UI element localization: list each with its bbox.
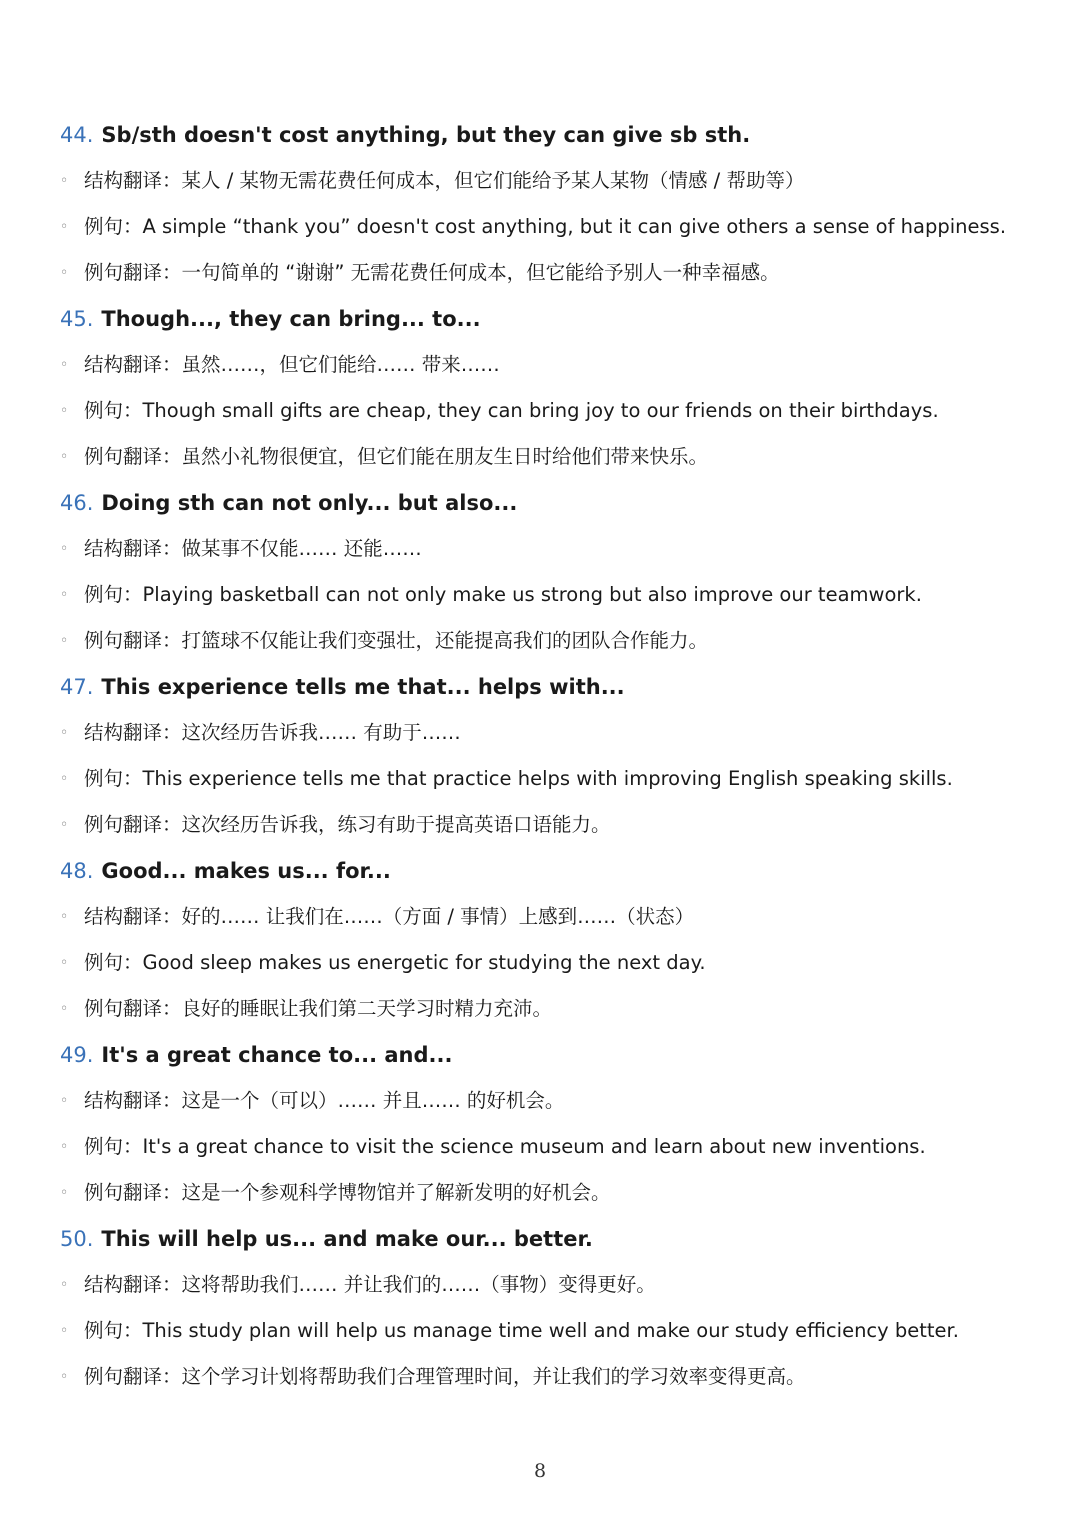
bullet-icon: ◦	[60, 219, 69, 235]
bullet-icon: ◦	[60, 1001, 69, 1017]
bullet-icon: ◦	[60, 357, 69, 373]
line-label: 例句翻译：	[84, 997, 182, 1020]
pattern-heading	[0, 664, 1080, 710]
pattern-title: Doing sth can not only... but also...	[101, 491, 518, 515]
structure-translation-line	[0, 1078, 1080, 1124]
example-translation-line	[0, 618, 1080, 664]
line-label: 结构翻译：	[84, 905, 182, 928]
line-text: 好的…… 让我们在……（方面 / 事情）上感到……（状态）	[181, 905, 695, 928]
line-text: 这将帮助我们…… 并让我们的……（事物）变得更好。	[181, 1273, 656, 1296]
pattern-number: 50.	[60, 1227, 94, 1251]
line-label: 结构翻译：	[84, 1273, 182, 1296]
line-text: 良好的睡眠让我们第二天学习时精力充沛。	[181, 997, 553, 1020]
example-sentence-line	[0, 572, 1080, 618]
pattern-entry	[0, 1032, 1080, 1216]
structure-translation-line	[0, 710, 1080, 756]
line-text: 虽然小礼物很便宜，但它们能在朋友生日时给他们带来快乐。	[181, 445, 709, 468]
line-label: 例句：	[84, 1135, 143, 1158]
line-label: 结构翻译：	[84, 169, 182, 192]
line-text: 这个学习计划将帮助我们合理管理时间，并让我们的学习效率变得更高。	[181, 1365, 806, 1388]
bullet-icon: ◦	[60, 955, 69, 971]
bullet-icon: ◦	[60, 909, 69, 925]
line-text: 虽然……，但它们能给…… 带来……	[181, 353, 500, 376]
pattern-entry	[0, 1216, 1080, 1400]
bullet-icon: ◦	[60, 771, 69, 787]
line-label: 例句翻译：	[84, 445, 182, 468]
structure-translation-line	[0, 158, 1080, 204]
structure-translation-line	[0, 526, 1080, 572]
structure-translation-line	[0, 894, 1080, 940]
bullet-icon: ◦	[60, 173, 69, 189]
example-sentence-line	[0, 1308, 1080, 1354]
pattern-entry	[0, 480, 1080, 664]
example-translation-line	[0, 1170, 1080, 1216]
pattern-entry	[0, 848, 1080, 1032]
pattern-number: 46.	[60, 491, 94, 515]
line-text: This study plan will help us manage time well and make our study efficiency better.	[142, 1319, 959, 1342]
example-translation-line	[0, 434, 1080, 480]
example-sentence-line	[0, 940, 1080, 986]
pattern-heading	[0, 848, 1080, 894]
page-content	[0, 112, 1080, 1400]
bullet-icon: ◦	[60, 725, 69, 741]
pattern-heading	[0, 480, 1080, 526]
example-translation-line	[0, 802, 1080, 848]
pattern-heading	[0, 1032, 1080, 1078]
line-text: Good sleep makes us energetic for studying the next day.	[142, 951, 706, 974]
example-translation-line	[0, 1354, 1080, 1400]
line-label: 例句：	[84, 399, 143, 422]
bullet-icon: ◦	[60, 817, 69, 833]
line-label: 例句翻译：	[84, 629, 182, 652]
bullet-icon: ◦	[60, 265, 69, 281]
pattern-entry	[0, 112, 1080, 296]
line-text: Though small gifts are cheap, they can bring joy to our friends on their birthdays.	[142, 399, 939, 422]
page-number: 8	[533, 1460, 547, 1482]
line-text: 某人 / 某物无需花费任何成本，但它们能给予某人某物（情感 / 帮助等）	[181, 169, 805, 192]
line-label: 例句翻译：	[84, 261, 182, 284]
line-text: 这次经历告诉我，练习有助于提高英语口语能力。	[181, 813, 611, 836]
example-sentence-line	[0, 388, 1080, 434]
line-text: This experience tells me that practice helps with improving English speaking skills.	[142, 767, 953, 790]
line-label: 结构翻译：	[84, 537, 182, 560]
bullet-icon: ◦	[60, 1277, 69, 1293]
bullet-icon: ◦	[60, 403, 69, 419]
bullet-icon: ◦	[60, 449, 69, 465]
line-label: 例句：	[84, 951, 143, 974]
pattern-heading	[0, 112, 1080, 158]
pattern-heading	[0, 1216, 1080, 1262]
line-label: 例句：	[84, 767, 143, 790]
pattern-title: Sb/sth doesn't cost anything, but they can give sb sth.	[101, 123, 751, 147]
pattern-entry	[0, 296, 1080, 480]
pattern-number: 45.	[60, 307, 94, 331]
pattern-title: Though..., they can bring... to...	[101, 307, 481, 331]
pattern-title: Good... makes us... for...	[101, 859, 391, 883]
line-text: It's a great chance to visit the science museum and learn about new inventions.	[142, 1135, 926, 1158]
line-text: A simple “thank you” doesn't cost anything, but it can give others a sense of happiness.	[142, 215, 1007, 238]
line-text: 打篮球不仅能让我们变强壮，还能提高我们的团队合作能力。	[181, 629, 709, 652]
bullet-icon: ◦	[60, 541, 69, 557]
line-label: 例句翻译：	[84, 813, 182, 836]
bullet-icon: ◦	[60, 1369, 69, 1385]
line-label: 结构翻译：	[84, 1089, 182, 1112]
example-sentence-line	[0, 1124, 1080, 1170]
line-label: 例句：	[84, 583, 143, 606]
pattern-number: 47.	[60, 675, 94, 699]
pattern-title: It's a great chance to... and...	[101, 1043, 453, 1067]
structure-translation-line	[0, 1262, 1080, 1308]
bullet-icon: ◦	[60, 1323, 69, 1339]
bullet-icon: ◦	[60, 1139, 69, 1155]
example-translation-line	[0, 250, 1080, 296]
line-text: 一句简单的 “谢谢” 无需花费任何成本，但它能给予别人一种幸福感。	[181, 261, 780, 284]
bullet-icon: ◦	[60, 633, 69, 649]
line-label: 例句：	[84, 1319, 143, 1342]
pattern-number: 48.	[60, 859, 94, 883]
line-text: 做某事不仅能…… 还能……	[181, 537, 422, 560]
line-label: 结构翻译：	[84, 721, 182, 744]
example-translation-line	[0, 986, 1080, 1032]
line-text: 这次经历告诉我…… 有助于……	[181, 721, 461, 744]
pattern-title: This experience tells me that... helps with...	[101, 675, 625, 699]
line-label: 结构翻译：	[84, 353, 182, 376]
pattern-entry	[0, 664, 1080, 848]
example-sentence-line	[0, 204, 1080, 250]
line-text: Playing basketball can not only make us strong but also improve our teamwork.	[142, 583, 922, 606]
line-label: 例句翻译：	[84, 1181, 182, 1204]
pattern-number: 49.	[60, 1043, 94, 1067]
bullet-icon: ◦	[60, 1185, 69, 1201]
line-text: 这是一个（可以）…… 并且…… 的好机会。	[181, 1089, 565, 1112]
line-label: 例句翻译：	[84, 1365, 182, 1388]
line-text: 这是一个参观科学博物馆并了解新发明的好机会。	[181, 1181, 611, 1204]
pattern-heading	[0, 296, 1080, 342]
example-sentence-line	[0, 756, 1080, 802]
bullet-icon: ◦	[60, 1093, 69, 1109]
bullet-icon: ◦	[60, 587, 69, 603]
pattern-title: This will help us... and make our... better.	[101, 1227, 593, 1251]
pattern-number: 44.	[60, 123, 94, 147]
structure-translation-line	[0, 342, 1080, 388]
line-label: 例句：	[84, 215, 143, 238]
